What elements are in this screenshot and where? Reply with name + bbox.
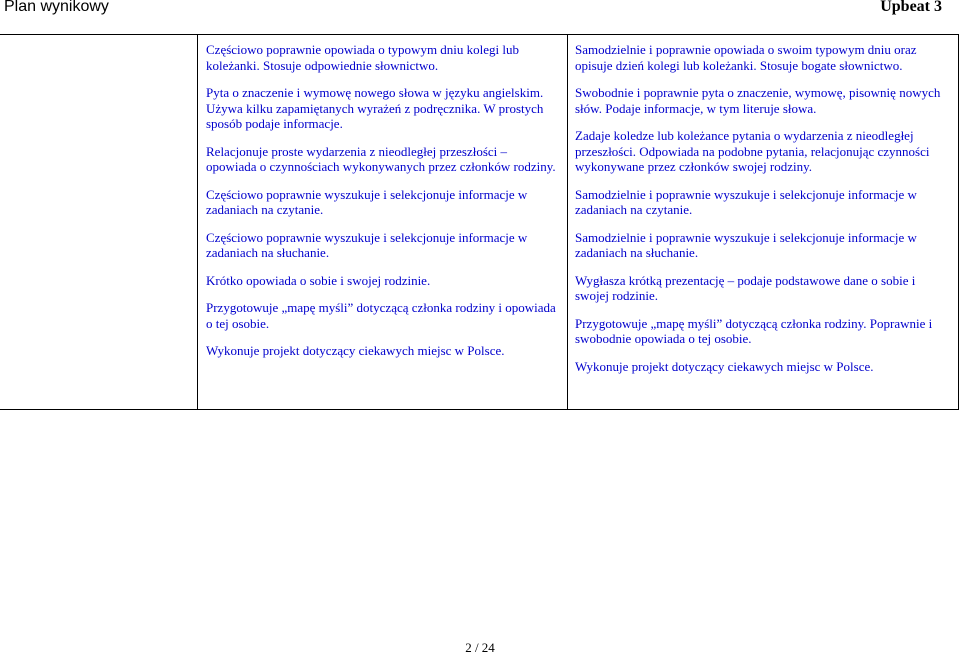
right-item-7: Przygotowuje „mapę myśli” dotyczącą członka rodziny. Poprawnie i swobodnie opowiada o tej osobie.	[575, 315, 933, 346]
middle-item-1: Częściowo poprawnie opowiada o typowym dniu kolegi lub koleżanki. Stosuje odpowiednie słownictwo.	[206, 42, 520, 73]
right-column-cell	[568, 35, 959, 410]
right-item-8: Wykonuje projekt dotyczący ciekawych miejsc w Polsce.	[575, 358, 874, 374]
middle-item-5: Częściowo poprawnie wyszukuje i selekcjonuje informacje w zadaniach na słuchanie.	[206, 229, 528, 260]
right-item-5: Samodzielnie i poprawnie wyszukuje i selekcjonuje informacje w zadaniach na słuchanie.	[575, 229, 917, 260]
page-header	[0, 0, 960, 22]
middle-item-8: Wykonuje projekt dotyczący ciekawych miejsc w Polsce.	[206, 343, 505, 358]
middle-item-4: Częściowo poprawnie wyszukuje i selekcjonuje informacje w zadaniach na czytanie.	[206, 186, 528, 217]
right-item-6: Wygłasza krótką prezentację – podaje podstawowe dane o sobie i swojej rodzinie.	[575, 272, 916, 303]
middle-item-6: Krótko opowiada o sobie i swojej rodzinie.	[206, 272, 431, 288]
page-number: 2 / 24	[465, 640, 495, 655]
right-item-4: Samodzielnie i poprawnie wyszukuje i selekcjonuje informacje w zadaniach na czytanie.	[575, 186, 917, 217]
requirements-table	[0, 34, 959, 410]
right-item-2: Swobodnie i poprawnie pyta o znaczenie, wymowę, pisownię nowych słów. Podaje informacje, w tym literuje słowa.	[575, 85, 941, 116]
right-item-3: Zadaje koledze lub koleżance pytania o wydarzenia z nieodległej przeszłości. Odpowiada na podobne pytania, relacjonując czynności wykonywane przez członków swojej rodziny.	[575, 128, 930, 174]
middle-item-7: Przygotowuje „mapę myśli” dotyczącą członka rodziny i opowiada o tej osobie.	[206, 300, 556, 331]
document-title: Plan wynikowy	[4, 0, 109, 15]
middle-item-2: Pyta o znaczenie i wymowę nowego słowa w języku angielskim. Używa kilku zapamiętanych wyrażeń z podręcznika. W prostych sposób podaje informacje.	[206, 85, 544, 131]
middle-column-cell	[198, 35, 568, 410]
right-item-1: Samodzielnie i poprawnie opowiada o swoim typowym dniu oraz opisuje dzień kolegi lub koleżanki. Stosuje bogate słownictwo.	[575, 42, 917, 73]
table-row	[0, 35, 959, 410]
middle-item-3: Relacjonuje proste wydarzenia z nieodległej przeszłości – opowiada o czynnościach wykonywanych przez członków rodziny.	[206, 143, 556, 174]
empty-column-cell	[0, 35, 198, 410]
course-name: Upbeat 3	[880, 0, 942, 15]
